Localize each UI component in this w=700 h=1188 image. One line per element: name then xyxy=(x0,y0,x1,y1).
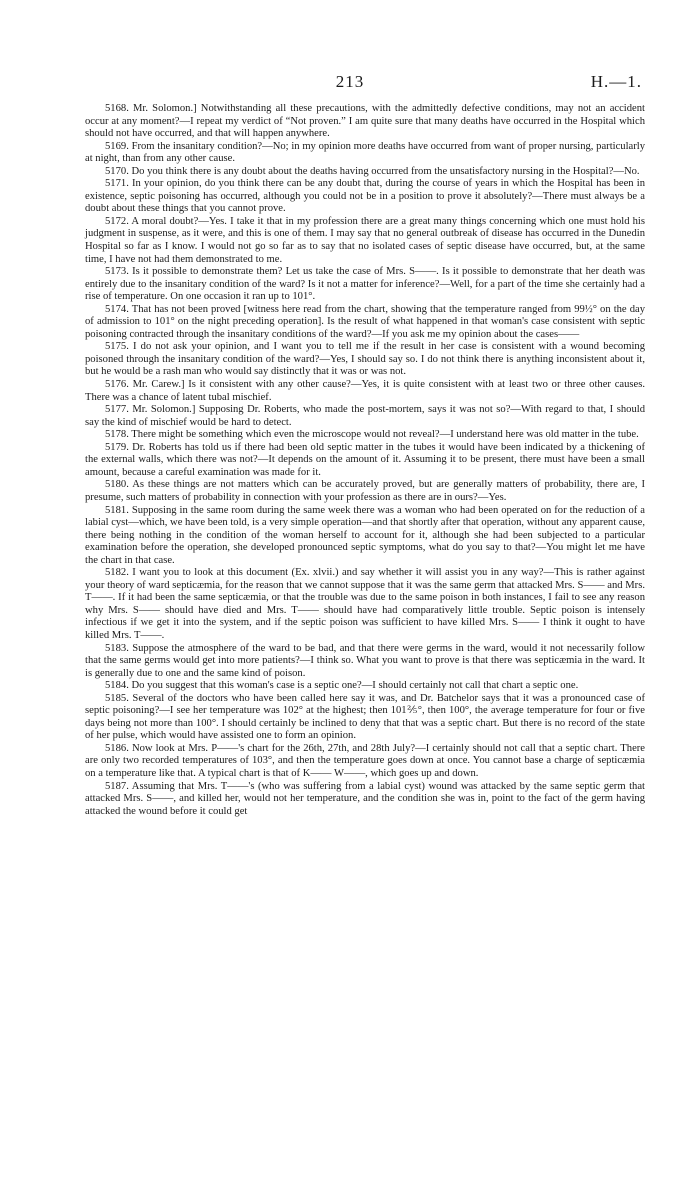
testimony-paragraph xyxy=(85,178,645,216)
testimony-paragraph xyxy=(85,341,645,379)
question-number: 5174. xyxy=(105,303,129,315)
paragraph-text: I do not ask your opinion, and I want you to tell me if the result in her case is consistent with a wound becoming poisoned through the insanitary condition of the ward?—Yes, I should say so. I do not think there is anything inconsistent about it, but he would be a rash man who would say distinctly that it was or was not. xyxy=(85,341,645,378)
testimony-paragraph xyxy=(85,216,645,266)
testimony-paragraph xyxy=(85,643,645,681)
testimony-paragraph xyxy=(85,304,645,342)
paragraph-text: From the insanitary condition?—No; in my opinion more deaths have occurred from want of proper nursing, particularly at night, than from any other cause. xyxy=(85,140,645,165)
paragraph-text: There might be something which even the microscope would not reveal?—I understand here was old matter in the tube. xyxy=(128,429,639,441)
testimony-paragraph xyxy=(85,505,645,568)
paragraph-text: Do you suggest that this woman's case is a septic one?—I should certainly not call that chart a septic one. xyxy=(128,680,579,692)
testimony-paragraph xyxy=(85,379,645,404)
page-number: 213 xyxy=(335,72,365,91)
testimony-paragraph xyxy=(85,166,645,179)
paragraph-text: Mr. Solomon.] Notwithstanding all these precautions, with the admittedly defective conditions, may not an accident occur at any moment?—I repeat my verdict of “Not proven.” I am quite sure that many deaths have occurred in the Hospital which should not have occurred, and that will happen anywhere. xyxy=(85,103,645,140)
testimony-paragraph xyxy=(85,781,645,819)
paragraph-text: Mr. Carew.] Is it consistent with any other cause?—Yes, it is quite consistent with at least two or three other causes. There was a chance of latent tubal mischief. xyxy=(85,379,645,403)
paragraph-text: Several of the doctors who have been called here say it was, and Dr. Batchelor says that it was a pronounced case of septic poisoning?—I see her temperature was 102° at the highest; then 101⅖°, then 100°, the average temperature for four or five days being not more than 100°. I should certainly be inclined to deny that that was a septic chart. But there is no record of the state of her pulse, which would have assisted one to form an opinion. xyxy=(85,692,645,742)
question-number: 5184. xyxy=(105,680,129,692)
question-number: 5181. xyxy=(105,504,129,516)
testimony-paragraph xyxy=(85,693,645,743)
question-number: 5185. xyxy=(105,692,129,704)
page-header xyxy=(0,72,700,96)
testimony-paragraph xyxy=(85,442,645,480)
question-number: 5187. xyxy=(105,780,129,792)
testimony-paragraph xyxy=(85,680,645,693)
testimony-paragraph xyxy=(85,567,645,642)
paragraph-text: Now look at Mrs. P——'s chart for the 26th, 27th, and 28th July?—I certainly should not call that a septic chart. There are only two recorded temperatures of 103°, and then the temperature goes down at once. You cannot base a charge of septicæmia on a temperature like that. A typical chart is that of K—— W——, which goes up and down. xyxy=(85,742,645,779)
question-number: 5180. xyxy=(105,479,129,491)
paragraph-text: Do you think there is any doubt about the deaths having occurred from the unsatisfactory nursing in the Hospital?—No. xyxy=(128,165,640,177)
question-number: 5176. xyxy=(105,379,129,391)
question-number: 5173. xyxy=(105,266,129,278)
question-number: 5178. xyxy=(105,429,129,441)
paragraph-text: As these things are not matters which can be accurately proved, but are generally matters of probability, there are, I presume, such matters of probability in connection with your profession as there are in ours?—Yes. xyxy=(85,479,645,503)
paragraph-text: Is it possible to demonstrate them? Let us take the case of Mrs. S——. Is it possible to demonstrate that her death was entirely due to the insanitary condition of the ward? Is it not a matter for inference?—Well, for a part of the time she certainly had a rise of temperature. On one occasion it ran up to 101°. xyxy=(85,266,645,303)
paragraph-text: Dr. Roberts has told us if there had been old septic matter in the tubes it would have been indicated by a thickening of the external walls, which there was not?—It depends on the amount of it. Assuming it to be present, there must have been a small amount, because a careful examination was made for it. xyxy=(85,441,645,478)
question-number: 5179. xyxy=(105,441,129,453)
testimony-paragraph xyxy=(85,479,645,504)
paragraph-text: Suppose the atmosphere of the ward to be bad, and that there were germs in the ward, would it not necessarily follow that the same germs would get into more patients?—I think so. What you want to prove is that there was septicæmia in the ward. It is generally due to one and the same kind of poison. xyxy=(85,642,645,679)
question-number: 5168. xyxy=(105,103,129,114)
paragraph-text: Mr. Solomon.] Supposing Dr. Roberts, who made the post-mortem, says it was not so?—With regard to that, I should say the kind of mischief would be hard to detect. xyxy=(85,404,645,428)
question-number: 5183. xyxy=(105,642,129,654)
question-number: 5171. xyxy=(105,178,129,190)
testimony-body xyxy=(85,103,645,818)
question-number: 5169. xyxy=(105,140,129,152)
question-number: 5186. xyxy=(105,742,129,754)
testimony-paragraph xyxy=(85,743,645,781)
paragraph-text: Assuming that Mrs. T——'s (who was suffering from a labial cyst) wound was attacked by the same septic germ that attacked Mrs. S——, and killed her, would not her temperature, and the condition she was in, point to the fact of the germ having attacked the wound before it could get xyxy=(85,780,645,817)
paragraph-text: I want you to look at this document (Ex. xlvii.) and say whether it will assist you in any way?—This is rather against your theory of ward septicæmia, for the reason that we cannot suppose that it was the same germ that attacked Mrs. S—— and Mrs. T——. If it had been the same septicæmia, or that the trouble was due to the same poison in both instances, I fail to see any reason why Mrs. S—— should have died and Mrs. T—— should have had comparatively little trouble. Septic poison is intensely infectious if we get it into the system, and if the septic poison was sufficient to have killed Mrs. S—— I think it ought to have killed Mrs. T——. xyxy=(85,567,645,641)
paragraph-text: That has not been proved [witness here read from the chart, showing that the temperature ranged from 99½° on the day of admission to 101° on the night preceding operation]. Is the result of what happened in that woman's case consistent with septic poisoning contracted through the insanitary conditions of the ward?—If you ask me my opinion about the cases—— xyxy=(85,303,645,340)
testimony-paragraph xyxy=(85,404,645,429)
testimony-paragraph xyxy=(85,266,645,304)
testimony-paragraph xyxy=(85,103,645,141)
question-number: 5172. xyxy=(105,215,129,227)
testimony-paragraph xyxy=(85,429,645,442)
paragraph-text: In your opinion, do you think there can be any doubt that, during the course of years in which the Hospital has been in existence, septic poisoning has occurred, although you could not be in a position to prove it absolutely?—There must always be a doubt about these things that you cannot prove. xyxy=(85,178,645,215)
question-number: 5182. xyxy=(105,567,129,579)
document-code: H.—1. xyxy=(590,72,642,91)
paragraph-text: A moral doubt?—Yes. I take it that in my profession there are a great many things concerning which one must hold his judgment in suspense, as it were, and this is one of them. I may say that no general outbreak of disease has occurred in the Dunedin Hospital so far as I know. I would not go so far as to say that no isolated cases of septic disease have occurred, but, at the same time, I have not had them demonstrated to me. xyxy=(85,215,645,265)
question-number: 5175. xyxy=(105,341,129,353)
testimony-paragraph xyxy=(85,141,645,166)
question-number: 5170. xyxy=(105,165,129,177)
question-number: 5177. xyxy=(105,404,129,416)
paragraph-text: Supposing in the same room during the same week there was a woman who had been operated on for the reduction of a labial cyst—which, we have been told, is a very simple operation—and that shortly after that operation, without any apparent cause, there being nothing in the condition of the woman herself to account for it, although she had been subjected to a particular examination before the operation, she developed pronounced septic symptoms, what do you say to that?—You might let me have the chart in that case. xyxy=(85,504,645,566)
